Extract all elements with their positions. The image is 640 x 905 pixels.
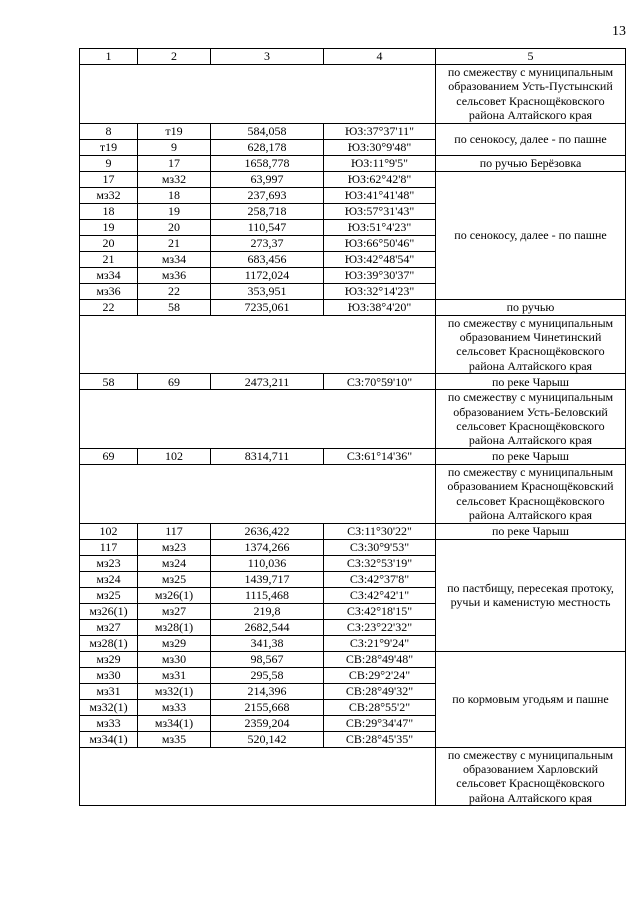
border-note: по смежеству с муниципальным образованием Чинетинский сельсовет Краснощёковского района Алтайского края [436, 315, 626, 374]
cell-from-point: мз24 [80, 571, 138, 587]
cell-bearing: СВ:28°49'32" [324, 683, 436, 699]
cell-length: 2155,668 [211, 699, 324, 715]
cell-bearing: ЮЗ:38°4'20" [324, 299, 436, 315]
cell-bearing: ЮЗ:41°41'48" [324, 187, 436, 203]
cell-length: 628,178 [211, 139, 324, 155]
table-row [80, 123, 626, 139]
cell-from-point: 20 [80, 235, 138, 251]
cell-bearing: СЗ:70°59'10" [324, 374, 436, 390]
cell-to-point: мз28(1) [138, 619, 211, 635]
cell-description: по реке Чарыш [436, 374, 626, 390]
cell-to-point: мз34 [138, 251, 211, 267]
border-note-row [80, 464, 626, 523]
cell-bearing: СЗ:23°22'32" [324, 619, 436, 635]
page-number: 13 [612, 24, 626, 39]
cell-to-point: 9 [138, 139, 211, 155]
cell-from-point: 18 [80, 203, 138, 219]
cell-from-point: мз30 [80, 667, 138, 683]
cell-length: 98,567 [211, 651, 324, 667]
border-note: по смежеству с муниципальным образованием Краснощёковский сельсовет Краснощёковского района Алтайского края [436, 464, 626, 523]
table-row [80, 155, 626, 171]
cell-to-point: мз25 [138, 571, 211, 587]
cell-from-point: мз32(1) [80, 699, 138, 715]
cell-from-point: 58 [80, 374, 138, 390]
cell-from-point: мз29 [80, 651, 138, 667]
empty-cell [80, 464, 436, 523]
border-note: по смежеству с муниципальным образованием Усть-Беловский сельсовет Краснощёковского района Алтайского края [436, 390, 626, 449]
table-row [80, 523, 626, 539]
cell-description: по реке Чарыш [436, 523, 626, 539]
cell-from-point: 19 [80, 219, 138, 235]
empty-cell [80, 315, 436, 374]
cell-description: по реке Чарыш [436, 448, 626, 464]
cell-from-point: 21 [80, 251, 138, 267]
cell-from-point: мз28(1) [80, 635, 138, 651]
cell-from-point: мз27 [80, 619, 138, 635]
table-row [80, 651, 626, 667]
header-cell: 1 [80, 49, 138, 65]
table-row [80, 539, 626, 555]
cell-from-point: 17 [80, 171, 138, 187]
cell-bearing: ЮЗ:66°50'46" [324, 235, 436, 251]
cell-bearing: СЗ:42°42'1" [324, 587, 436, 603]
cell-bearing: ЮЗ:11°9'5" [324, 155, 436, 171]
border-note-row [80, 65, 626, 124]
cell-bearing: СЗ:11°30'22" [324, 523, 436, 539]
cell-from-point: мз23 [80, 555, 138, 571]
table-row [80, 171, 626, 187]
cell-bearing: ЮЗ:37°37'11" [324, 123, 436, 139]
cell-from-point: 9 [80, 155, 138, 171]
cell-to-point: 18 [138, 187, 211, 203]
cell-length: 2682,544 [211, 619, 324, 635]
cell-bearing: СВ:28°49'48" [324, 651, 436, 667]
cell-to-point: 58 [138, 299, 211, 315]
cell-bearing: СЗ:32°53'19" [324, 555, 436, 571]
cell-from-point: мз34 [80, 267, 138, 283]
cell-length: 353,951 [211, 283, 324, 299]
cell-bearing: СЗ:42°37'8" [324, 571, 436, 587]
cell-length: 110,547 [211, 219, 324, 235]
cell-length: 341,38 [211, 635, 324, 651]
empty-cell [80, 390, 436, 449]
cell-length: 7235,061 [211, 299, 324, 315]
cell-to-point: 69 [138, 374, 211, 390]
cell-bearing: СВ:29°2'24" [324, 667, 436, 683]
cell-to-point: мз24 [138, 555, 211, 571]
cell-bearing: ЮЗ:39°30'37" [324, 267, 436, 283]
header-cell: 4 [324, 49, 436, 65]
table-row [80, 448, 626, 464]
cell-length: 1658,778 [211, 155, 324, 171]
cell-from-point: мз33 [80, 715, 138, 731]
cell-bearing: СЗ:21°9'24" [324, 635, 436, 651]
cell-length: 8314,711 [211, 448, 324, 464]
cell-to-point: мз35 [138, 731, 211, 747]
cell-length: 1172,024 [211, 267, 324, 283]
empty-cell [80, 747, 436, 806]
cell-from-point: 117 [80, 539, 138, 555]
cell-to-point: мз36 [138, 267, 211, 283]
cell-description: по ручью Берёзовка [436, 155, 626, 171]
cell-to-point: мз26(1) [138, 587, 211, 603]
cell-bearing: СВ:29°34'47" [324, 715, 436, 731]
cell-description: по сенокосу, далее - по пашне [436, 171, 626, 299]
cell-bearing: ЮЗ:42°48'54" [324, 251, 436, 267]
cell-bearing: СВ:28°55'2" [324, 699, 436, 715]
cell-length: 2636,422 [211, 523, 324, 539]
cell-length: 214,396 [211, 683, 324, 699]
cell-length: 63,997 [211, 171, 324, 187]
cell-bearing: СЗ:42°18'15" [324, 603, 436, 619]
border-note-row [80, 315, 626, 374]
cell-bearing: ЮЗ:51°4'23" [324, 219, 436, 235]
cell-from-point: мз25 [80, 587, 138, 603]
cell-from-point: 102 [80, 523, 138, 539]
header-cell: 5 [436, 49, 626, 65]
cell-from-point: 22 [80, 299, 138, 315]
border-note: по смежеству с муниципальным образованием Харловский сельсовет Краснощёковского района Алтайского края [436, 747, 626, 806]
cell-description: по кормовым угодьям и пашне [436, 651, 626, 747]
cell-to-point: мз31 [138, 667, 211, 683]
cell-length: 295,58 [211, 667, 324, 683]
cell-to-point: 20 [138, 219, 211, 235]
cell-length: 237,693 [211, 187, 324, 203]
header-cell: 3 [211, 49, 324, 65]
cell-length: 110,036 [211, 555, 324, 571]
cell-to-point: т19 [138, 123, 211, 139]
cell-bearing: СВ:28°45'35" [324, 731, 436, 747]
border-note-row [80, 747, 626, 806]
cell-length: 683,456 [211, 251, 324, 267]
cell-from-point: мз36 [80, 283, 138, 299]
cell-from-point: мз32 [80, 187, 138, 203]
cell-bearing: ЮЗ:30°9'48" [324, 139, 436, 155]
cell-to-point: мз27 [138, 603, 211, 619]
cell-to-point: 21 [138, 235, 211, 251]
cell-description: по пастбищу, пересекая протоку, ручьи и каменистую местность [436, 539, 626, 651]
cell-to-point: мз29 [138, 635, 211, 651]
cell-to-point: 19 [138, 203, 211, 219]
cell-from-point: 69 [80, 448, 138, 464]
cell-to-point: мз23 [138, 539, 211, 555]
cell-length: 584,058 [211, 123, 324, 139]
header-cell: 2 [138, 49, 211, 65]
cell-to-point: 102 [138, 448, 211, 464]
cell-bearing: ЮЗ:32°14'23" [324, 283, 436, 299]
cell-bearing: СЗ:61°14'36" [324, 448, 436, 464]
cell-from-point: мз34(1) [80, 731, 138, 747]
boundary-description-table [79, 48, 626, 806]
border-note: по смежеству с муниципальным образованием Усть-Пустынский сельсовет Краснощёковского района Алтайского края [436, 65, 626, 124]
cell-length: 219,8 [211, 603, 324, 619]
cell-to-point: мз32(1) [138, 683, 211, 699]
cell-from-point: мз31 [80, 683, 138, 699]
cell-bearing: СЗ:30°9'53" [324, 539, 436, 555]
cell-description: по сенокосу, далее - по пашне [436, 123, 626, 155]
cell-to-point: мз33 [138, 699, 211, 715]
cell-length: 520,142 [211, 731, 324, 747]
cell-description: по ручью [436, 299, 626, 315]
cell-length: 258,718 [211, 203, 324, 219]
cell-from-point: т19 [80, 139, 138, 155]
table-row [80, 374, 626, 390]
cell-to-point: мз30 [138, 651, 211, 667]
border-note-row [80, 390, 626, 449]
cell-length: 2359,204 [211, 715, 324, 731]
cell-length: 273,37 [211, 235, 324, 251]
cell-to-point: 22 [138, 283, 211, 299]
cell-to-point: 117 [138, 523, 211, 539]
cell-from-point: 8 [80, 123, 138, 139]
cell-bearing: ЮЗ:62°42'8" [324, 171, 436, 187]
table-row [80, 299, 626, 315]
empty-cell [80, 65, 436, 124]
cell-length: 2473,211 [211, 374, 324, 390]
cell-from-point: мз26(1) [80, 603, 138, 619]
cell-length: 1374,266 [211, 539, 324, 555]
cell-bearing: ЮЗ:57°31'43" [324, 203, 436, 219]
table-header-row [80, 49, 626, 65]
cell-length: 1115,468 [211, 587, 324, 603]
cell-length: 1439,717 [211, 571, 324, 587]
cell-to-point: мз32 [138, 171, 211, 187]
cell-to-point: 17 [138, 155, 211, 171]
cell-to-point: мз34(1) [138, 715, 211, 731]
